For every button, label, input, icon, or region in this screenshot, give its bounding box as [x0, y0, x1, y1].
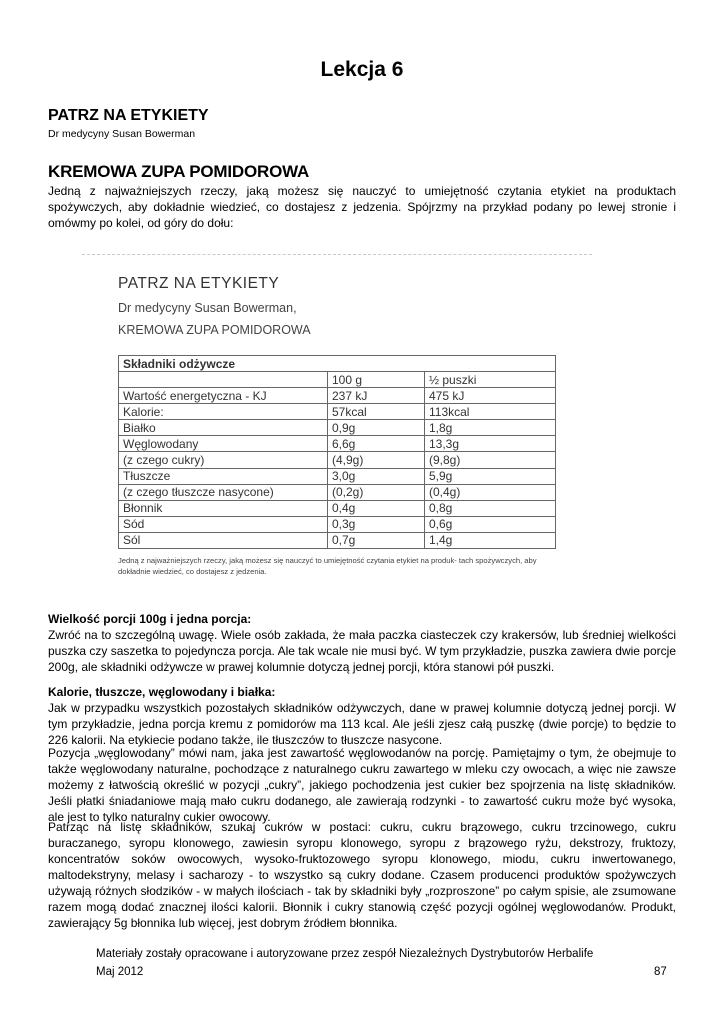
- value-per-100g: (4,9g): [328, 452, 425, 468]
- value-half-can: 0,6g: [425, 516, 556, 532]
- value-half-can: 1,8g: [425, 420, 556, 436]
- table-row: [119, 420, 556, 436]
- nutrient-name: (z czego tłuszcze nasycone): [119, 484, 328, 500]
- nutrient-name: Sód: [119, 516, 328, 532]
- value-per-100g: 0,3g: [328, 516, 425, 532]
- table-row: [119, 484, 556, 500]
- value-per-100g: 0,4g: [328, 500, 425, 516]
- table-row: [119, 388, 556, 404]
- table-row: [119, 404, 556, 420]
- column-header: [119, 372, 328, 388]
- portion-heading: Wielkość porcji 100g i jedna porcja:: [48, 612, 252, 626]
- value-per-100g: 0,7g: [328, 532, 425, 548]
- intro-paragraph: Jedną z najważniejszych rzeczy, jaką możesz się nauczyć to umiejętność czytania etykiet na produktach spożywczych, aby dokładnie wiedzieć, co dostajesz z jedzenia. Spójrzmy na przykład podany po lewej stronie i omówmy po kolei, od góry do dołu:: [48, 184, 676, 230]
- author-name: Dr medycyny Susan Bowerman: [48, 128, 196, 140]
- value-half-can: 1,4g: [425, 532, 556, 548]
- nutrient-name: Błonnik: [119, 500, 328, 516]
- value-half-can: 5,9g: [425, 468, 556, 484]
- column-header: ½ puszki: [425, 372, 556, 388]
- footer-credits: Materiały zostały opracowane i autoryzowane przez zespół Niezależnych Dystrybutorów Herbalife: [96, 948, 594, 960]
- nutrient-name: Węglowodany: [119, 436, 328, 452]
- table-row: [119, 436, 556, 452]
- portion-paragraph: Zwróć na to szczególną uwagę. Wiele osób zakłada, że mała paczka ciasteczek czy krakersów, lub średniej wielkości puszka czy saszetka to pojedyncza porcja. Ale tak wcale nie musi być. W tym przykładzie, puszka zawiera dwie porcje 200g, ale składniki odżywcze w prawej kolumnie dotyczą jednej porcji, która stanowi pół puszki.: [48, 628, 676, 674]
- figure-author: Dr medycyny Susan Bowerman,: [118, 301, 297, 315]
- value-half-can: (0,4g): [425, 484, 556, 500]
- nutrient-name: (z czego cukry): [119, 452, 328, 468]
- nutrient-name: Białko: [119, 420, 328, 436]
- value-per-100g: 0,9g: [328, 420, 425, 436]
- value-half-can: 0,8g: [425, 500, 556, 516]
- column-header: 100 g: [328, 372, 425, 388]
- value-half-can: 475 kJ: [425, 388, 556, 404]
- table-row: [119, 500, 556, 516]
- value-per-100g: (0,2g): [328, 484, 425, 500]
- carbohydrates-paragraph: Pozycja „węglowodany” mówi nam, jaka jest zawartość węglowodanów na porcję. Pamiętajmy o tym, że obejmuje to także węglowodany naturalne, pochodzące z naturalnego cukru zawartego w mleku czy owocach, a więc nie zawsze możemy z łatwością określić w pozycji „cukry”, jakiego pochodzenia jest cukier bez spojrzenia na listę składników. Jeśli płatki śniadaniowe mają mało cukru dodanego, ale zawierają rodzynki - to zawartość cukru może być wysoka, ale jest to tylko naturalny cukier owocowy.: [48, 746, 676, 824]
- table-row: [119, 452, 556, 468]
- value-per-100g: 3,0g: [328, 468, 425, 484]
- table-header: Składniki odżywcze: [119, 356, 556, 372]
- nutrient-name: Wartość energetyczna - KJ: [119, 388, 328, 404]
- table-row: [119, 468, 556, 484]
- nutrient-name: Sól: [119, 532, 328, 548]
- calories-paragraph-1: Jak w przypadku wszystkich pozostałych składników odżywczych, dane w prawej kolumnie dotyczą jednej porcji. W tym przykładzie, jedna porcja kremu z pomidorów ma 113 kcal. Ale jeśli zjesz całą puszkę (dwie porcje) to będzie to 226 kalorii. Na etykiecie podano także, ile tłuszczów to tłuszcze nasycone.: [48, 701, 676, 747]
- nutrient-name: Kalorie:: [119, 404, 328, 420]
- section-heading: PATRZ NA ETYKIETY: [48, 107, 209, 124]
- page-number: 87: [654, 966, 667, 978]
- label-figure: [82, 254, 592, 583]
- figure-soup-title: KREMOWA ZUPA POMIDOROWA: [118, 323, 311, 337]
- sugars-paragraph: Patrząc na listę składników, szukaj cukrów w postaci: cukru, cukru brązowego, cukru trzcinowego, cukru buraczanego, syropu klonowego, zawiesin syropu klonowego, syropu z brązowego ryżu, dekstrozy, fruktozy, koncentratów soków owocowych, wysoko-fruktozowego syropu klonowego, miodu, cukru inwertowanego, maltodekstryny, melasy i sacharozy - to wszystko są cukry dodane. Czasem producenci produktów spożywczych używają różnych słodzików - w małych ilościach - tak by składniki były „rozproszone” po całym spisie, ale zsumowane razem mogą dodać znacznej ilości kalorii. Błonnik i cukry stanowią część pozycji ogólnej węglowodanów. Produkt, zawierający 5g błonnika lub więcej, jest dobrym źródłem błonnika.: [48, 820, 676, 930]
- value-per-100g: 6,6g: [328, 436, 425, 452]
- soup-title: KREMOWA ZUPA POMIDOROWA: [48, 162, 310, 181]
- figure-caption: Jedną z najważniejszych rzeczy, jaką możesz się nauczyć to umiejętność czytania etykiet na produk- tach spożywczych, aby dokładnie wiedzieć, co dostajesz z jedzenia.: [118, 556, 537, 576]
- value-half-can: (9,8g): [425, 452, 556, 468]
- table-row: [119, 516, 556, 532]
- footer-date: Maj 2012: [96, 966, 144, 978]
- table-row: [119, 532, 556, 548]
- table-column-headers: [119, 372, 556, 388]
- figure-title: PATRZ NA ETYKIETY: [118, 275, 280, 292]
- table-header-row: [119, 356, 556, 372]
- value-per-100g: 57kcal: [328, 404, 425, 420]
- value-per-100g: 237 kJ: [328, 388, 425, 404]
- nutrition-table: [118, 355, 556, 549]
- lesson-title: Lekcja 6: [320, 58, 404, 81]
- nutrient-name: Tłuszcze: [119, 468, 328, 484]
- calories-heading: Kalorie, tłuszcze, węglowodany i białka:: [48, 685, 276, 699]
- value-half-can: 113kcal: [425, 404, 556, 420]
- value-half-can: 13,3g: [425, 436, 556, 452]
